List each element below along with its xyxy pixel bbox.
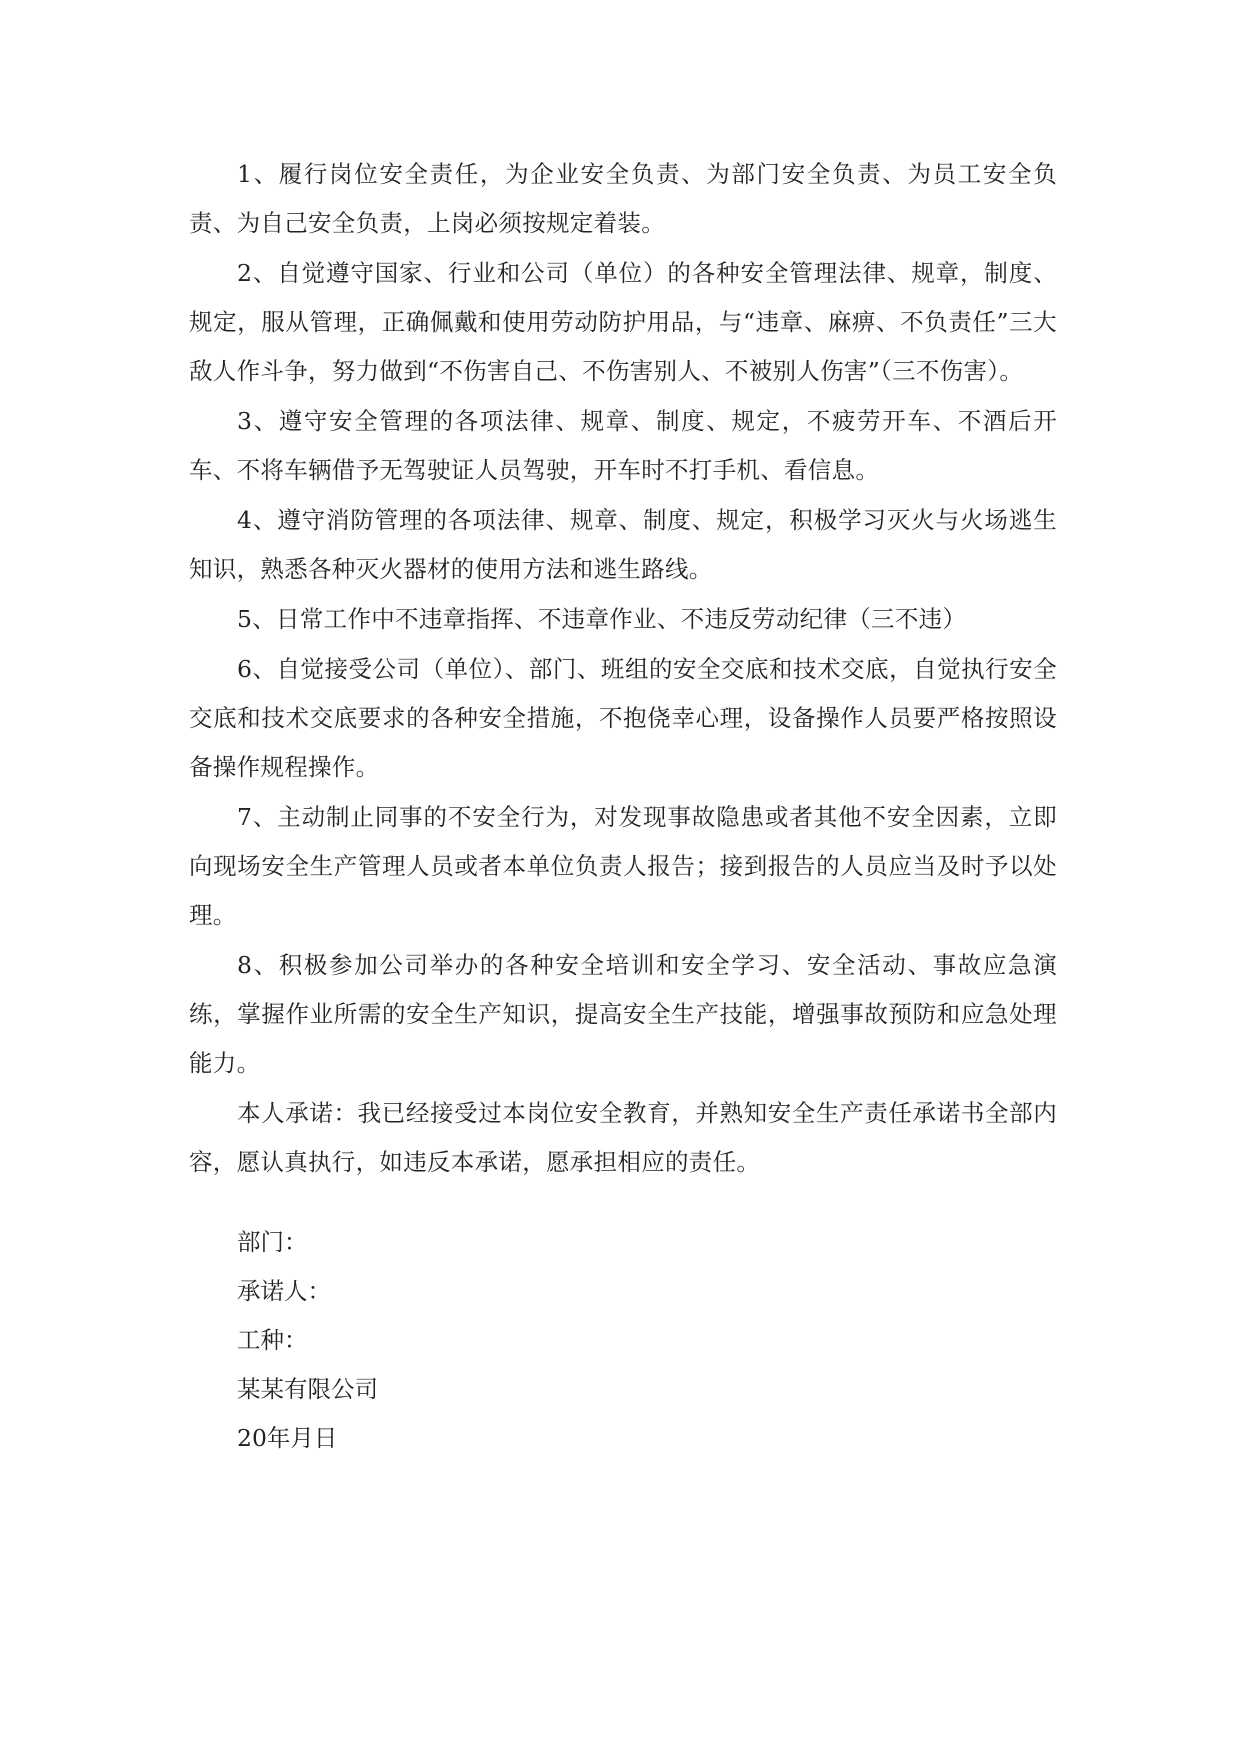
- clause-5: 5、日常工作中不违章指挥、不违章作业、不违反劳动纪律（三不违）: [237, 605, 967, 633]
- clause-3: 3、遵守安全管理的各项法律、规章、制度、规定，不疲劳开车、不酒后开车、不将车辆借予无驾驶证人员驾驶，开车时不打手机、看信息。: [189, 407, 1057, 484]
- company-name: 某某有限公司: [237, 1375, 378, 1403]
- clause-4: 4、遵守消防管理的各项法律、规章、制度、规定，积极学习灭火与火场逃生知识，熟悉各种灭火器材的使用方法和逃生路线。: [189, 506, 1057, 583]
- clause-6: 6、自觉接受公司（单位）、部门、班组的安全交底和技术交底，自觉执行安全交底和技术交底要求的各种安全措施，不抱侥幸心理，设备操作人员要严格按照设备操作规程操作。: [189, 655, 1057, 781]
- promisor-label: 承诺人：: [237, 1277, 331, 1305]
- date-line: 20年月日: [237, 1424, 338, 1452]
- document-body: [189, 150, 1057, 1187]
- clause-8: 8、积极参加公司举办的各种安全培训和安全学习、安全活动、事故应急演练，掌握作业所需的安全生产知识，提高安全生产技能，增强事故预防和应急处理能力。: [189, 951, 1057, 1077]
- signature-block: [237, 1218, 837, 1463]
- commitment-statement: 本人承诺：我已经接受过本岗位安全教育，并熟知安全生产责任承诺书全部内容，愿认真执行，如违反本承诺，愿承担相应的责任。: [189, 1099, 1057, 1176]
- department-label: 部门：: [237, 1228, 308, 1256]
- clause-2: 2、自觉遵守国家、行业和公司（单位）的各种安全管理法律、规章，制度、规定，服从管理，正确佩戴和使用劳动防护用品，与“违章、麻痹、不负责任”三大敌人作斗争，努力做到“不伤害自己、不伤害别人、不被别人伤害”（三不伤害）。: [189, 259, 1057, 385]
- clause-1: 1、履行岗位安全责任，为企业安全负责、为部门安全负责、为员工安全负责、为自己安全负责，上岗必须按规定着装。: [189, 160, 1057, 237]
- job-type-label: 工种：: [237, 1326, 308, 1354]
- clause-7: 7、主动制止同事的不安全行为，对发现事故隐患或者其他不安全因素，立即向现场安全生产管理人员或者本单位负责人报告；接到报告的人员应当及时予以处理。: [189, 803, 1057, 929]
